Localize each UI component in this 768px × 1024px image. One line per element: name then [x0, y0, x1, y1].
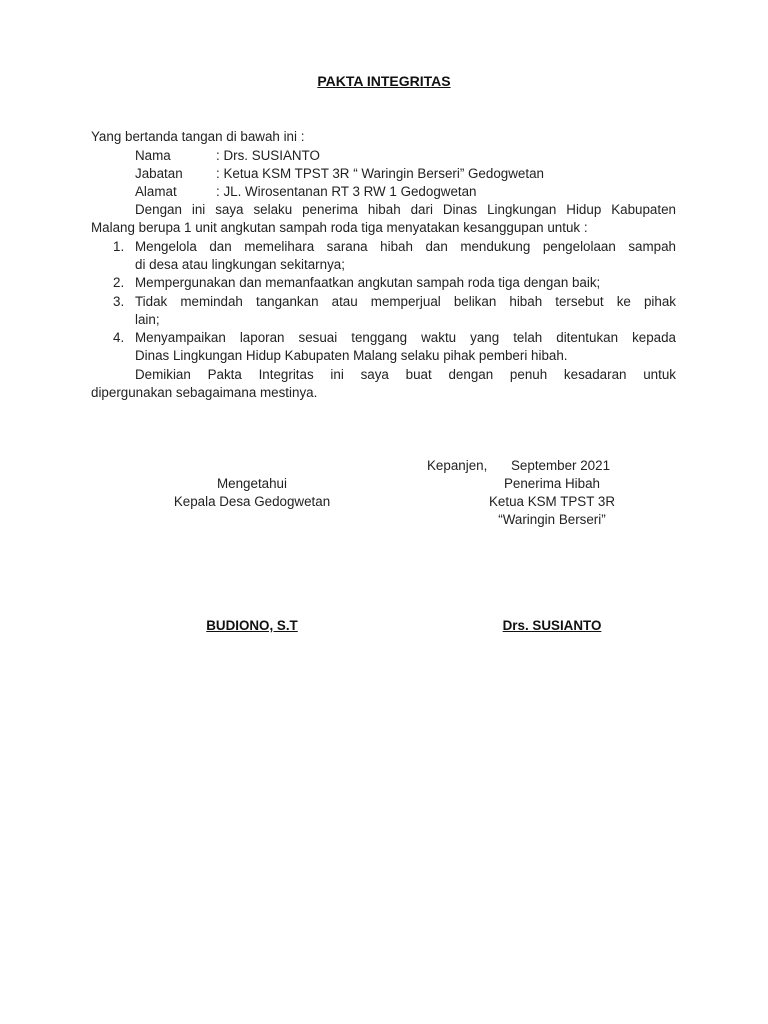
item-text-line-2: di desa atau lingkungan sekitarnya;: [135, 257, 345, 272]
place-text: Kepanjen,: [427, 458, 488, 473]
alamat-label: Alamat: [135, 184, 177, 199]
right-signatory-line-1: Penerima Hibah: [503, 476, 601, 491]
item-text-line-2: lain;: [135, 312, 160, 327]
document-title: PAKTA INTEGRITAS: [317, 73, 451, 89]
alamat-value: : JL. Wirosentanan RT 3 RW 1 Gedogwetan: [216, 184, 477, 199]
item-text-line-1: Menyampaikan laporan sesuai tenggang waktu yang telah ditentukan kepada: [135, 330, 676, 345]
nama-value: : Drs. SUSIANTO: [216, 148, 320, 163]
date-text: September 2021: [511, 458, 611, 473]
item-number: 2.: [113, 275, 125, 290]
item-text-line-2: Dinas Lingkungan Hidup Kabupaten Malang selaku pihak pemberi hibah.: [135, 348, 568, 363]
left-signatory-name: BUDIONO, S.T: [206, 618, 298, 633]
item-number: 4.: [113, 330, 125, 345]
jabatan-value: : Ketua KSM TPST 3R “ Waringin Berseri” Gedogwetan: [216, 166, 544, 181]
right-signatory-line-3: “Waringin Berseri”: [498, 512, 606, 527]
item-text-line-1: Tidak memindah tangankan atau memperjual belikan hibah tersebut ke pihak: [135, 294, 676, 309]
right-signatory-line-2: Ketua KSM TPST 3R: [488, 494, 616, 509]
jabatan-label: Jabatan: [135, 166, 183, 181]
nama-label: Nama: [135, 148, 171, 163]
right-signatory-name: Drs. SUSIANTO: [502, 618, 602, 633]
intro-text: Yang bertanda tangan di bawah ini :: [91, 129, 305, 144]
item-text-line-1: Mempergunakan dan memanfaatkan angkutan sampah roda tiga dengan baik;: [135, 275, 601, 290]
closing-line-1: Demikian Pakta Integritas ini saya buat dengan penuh kesadaran untuk: [135, 367, 676, 382]
item-text-line-1: Mengelola dan memelihara sarana hibah dan mendukung pengelolaan sampah: [135, 239, 676, 254]
item-number: 1.: [113, 239, 125, 254]
left-signatory-line-2: Kepala Desa Gedogwetan: [173, 494, 331, 509]
statement-line-2: Malang berupa 1 unit angkutan sampah roda tiga menyatakan kesanggupan untuk :: [91, 220, 588, 235]
item-number: 3.: [113, 294, 125, 309]
closing-line-2: dipergunakan sebagaimana mestinya.: [91, 385, 318, 400]
statement-line-1: Dengan ini saya selaku penerima hibah dari Dinas Lingkungan Hidup Kabupaten: [135, 202, 676, 217]
left-signatory-line-1: Mengetahui: [217, 476, 287, 491]
